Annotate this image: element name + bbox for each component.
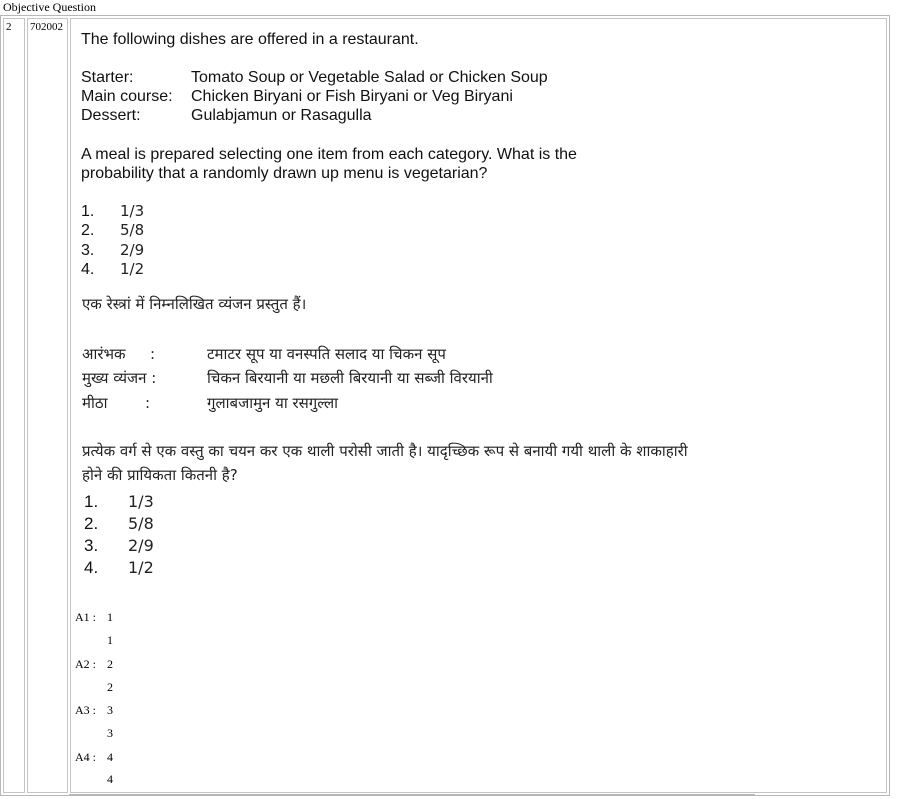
hindi-menu-items-starter: टमाटर सूप या वनस्पति सलाद या चिकन सूप xyxy=(207,345,446,363)
question-id: 702002 xyxy=(30,21,63,33)
hindi-question-line-1: प्रत्येक वर्ग से एक वस्तु का चयन कर एक थाली परोसी जाती है। यादृच्छिक रूप से बनायी गयी थाली के शाकाहारी xyxy=(82,442,688,460)
english-option-value: 1/3 xyxy=(120,202,145,220)
hindi-option-value: 1/3 xyxy=(128,492,154,511)
answer-value: 3 xyxy=(107,703,113,717)
hindi-option-number: 4. xyxy=(84,558,99,577)
menu-items-main: Chicken Biryani or Fish Biryani or Veg Biryani xyxy=(191,88,513,105)
question-number: 2 xyxy=(6,21,12,33)
answer-value: 2 xyxy=(107,657,113,671)
question-number-cell xyxy=(3,18,25,793)
english-option-number: 3. xyxy=(81,242,95,259)
menu-label-starter: Starter: xyxy=(81,69,134,86)
english-option-number: 1. xyxy=(81,203,95,220)
hindi-menu-colon: : xyxy=(145,394,151,412)
question-content-cell xyxy=(70,18,887,793)
answer-sub-value: 4 xyxy=(107,772,113,786)
bottom-divider xyxy=(69,794,755,796)
hindi-option-value: 5/8 xyxy=(128,514,154,533)
hindi-option-number: 2. xyxy=(84,514,99,533)
hindi-menu-items-dessert: गुलाबजामुन या रसगुल्ला xyxy=(207,394,339,412)
answer-sub-value: 2 xyxy=(107,680,113,694)
hindi-menu-label-main: मुख्य व्यंजन : xyxy=(82,369,157,387)
english-intro: The following dishes are offered in a restaurant. xyxy=(81,31,419,48)
english-question-line-2: probability that a randomly drawn up menu is vegetarian? xyxy=(81,165,488,182)
section-title: Objective Question xyxy=(3,0,96,14)
english-option-value: 5/8 xyxy=(120,221,145,239)
answer-label: A2 : xyxy=(75,657,96,671)
hindi-option-value: 1/2 xyxy=(128,558,154,577)
hindi-question-line-2: होने की प्रायिकता कितनी है? xyxy=(82,466,238,484)
menu-items-starter: Tomato Soup or Vegetable Salad or Chicken Soup xyxy=(191,69,548,86)
hindi-menu-label-dessert: मीठा xyxy=(82,394,108,412)
hindi-menu-items-main: चिकन बिरयानी या मछली बिरयानी या सब्जी विरयानी xyxy=(207,369,493,387)
english-option-value: 2/9 xyxy=(120,241,145,259)
english-option-number: 2. xyxy=(81,222,95,239)
answer-value: 1 xyxy=(107,610,113,624)
english-option-number: 4. xyxy=(81,261,95,278)
answer-sub-value: 1 xyxy=(107,633,113,647)
hindi-menu-colon: : xyxy=(150,345,156,363)
hindi-option-value: 2/9 xyxy=(128,536,154,555)
menu-label-main: Main course: xyxy=(81,88,173,105)
question-id-cell xyxy=(27,18,68,793)
question-table xyxy=(0,15,890,796)
hindi-intro: एक रेस्त्रां में निम्नलिखित व्यंजन प्रस्तुत हैं। xyxy=(82,295,307,313)
menu-label-dessert: Dessert: xyxy=(81,107,141,124)
answer-label: A4 : xyxy=(75,750,96,764)
hindi-menu-label-starter: आरंभक xyxy=(82,345,126,363)
answer-sub-value: 3 xyxy=(107,726,113,740)
english-question-line-1: A meal is prepared selecting one item from each category. What is the xyxy=(81,146,577,163)
answer-label: A1 : xyxy=(75,610,96,624)
answer-value: 4 xyxy=(107,750,113,764)
english-option-value: 1/2 xyxy=(120,260,145,278)
menu-items-dessert: Gulabjamun or Rasagulla xyxy=(191,107,372,124)
hindi-option-number: 1. xyxy=(84,492,99,511)
hindi-option-number: 3. xyxy=(84,536,99,555)
answer-label: A3 : xyxy=(75,703,96,717)
